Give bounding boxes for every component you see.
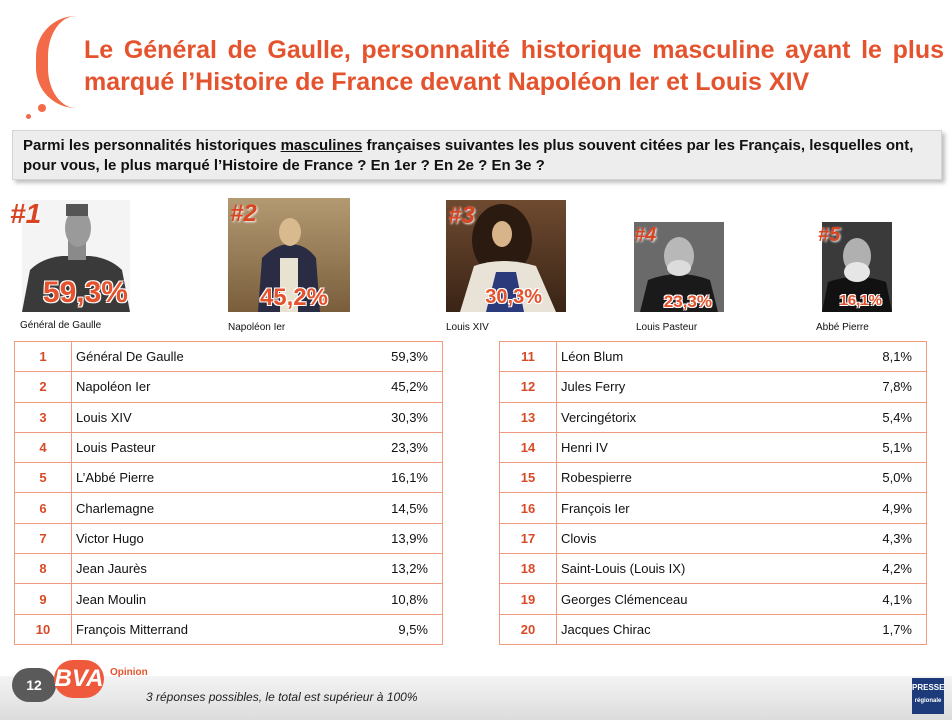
table-row (15, 372, 443, 402)
person-name: Général De Gaulle (72, 342, 329, 372)
rank-label: #1 (10, 198, 42, 229)
podium-item-5 (816, 222, 906, 336)
percentage-value: 14,5% (329, 493, 443, 523)
percentage-value: 16,1% (329, 463, 443, 493)
person-name: L’Abbé Pierre (72, 463, 329, 493)
rank-label: #5 (818, 224, 841, 246)
ranking-table-left (14, 341, 443, 645)
person-name: Henri IV (557, 432, 834, 462)
rank-number: 1 (15, 342, 72, 372)
presse-regionale-logo: PRESSE régionale (912, 678, 944, 714)
decorative-swoosh (36, 16, 86, 108)
bva-logo: BVA (54, 660, 104, 698)
table-row (500, 432, 927, 462)
person-name: François Ier (557, 493, 834, 523)
rank-number: 19 (500, 584, 557, 614)
percentage-value: 4,2% (833, 554, 926, 584)
person-name: Jacques Chirac (557, 614, 834, 644)
percentage-value: 5,1% (833, 432, 926, 462)
footnote: 3 réponses possibles, le total est supérieur à 100% (146, 690, 418, 704)
person-name: Général de Gaulle (20, 320, 102, 331)
percentage-value: 9,5% (329, 614, 443, 644)
percentage-value: 5,0% (833, 463, 926, 493)
table-row (15, 463, 443, 493)
percentage-value: 13,2% (329, 554, 443, 584)
table-row (500, 402, 927, 432)
table-row (500, 584, 927, 614)
rank-number: 3 (15, 402, 72, 432)
percentage-value: 4,3% (833, 523, 926, 553)
question-text-before: Parmi les personnalités historiques (23, 137, 281, 154)
rank-number: 20 (500, 614, 557, 644)
decorative-dot (38, 104, 46, 112)
table-row (15, 614, 443, 644)
question-underlined-word: masculines (280, 137, 363, 154)
percentage-label: 45,2% (259, 284, 328, 311)
table-row (500, 342, 927, 372)
percentage-value: 10,8% (329, 584, 443, 614)
person-name: Jean Jaurès (72, 554, 329, 584)
table-row (15, 342, 443, 372)
percentage-label: 16,1% (839, 292, 882, 309)
person-name: Victor Hugo (72, 523, 329, 553)
rank-label: #4 (634, 224, 657, 246)
rank-number: 10 (15, 614, 72, 644)
person-name: Charlemagne (72, 493, 329, 523)
person-name: Napoléon Ier (72, 372, 329, 402)
person-name: Jules Ferry (557, 372, 834, 402)
person-name: Louis XIV (446, 322, 489, 333)
rank-number: 5 (15, 463, 72, 493)
rank-number: 14 (500, 432, 557, 462)
page-number: 12 (12, 668, 56, 702)
rank-number: 7 (15, 523, 72, 553)
rank-label: #3 (448, 202, 475, 229)
rank-number: 12 (500, 372, 557, 402)
table-row (15, 523, 443, 553)
rank-number: 9 (15, 584, 72, 614)
table-row (500, 463, 927, 493)
person-name: Jean Moulin (72, 584, 329, 614)
person-name: Louis Pasteur (636, 322, 698, 333)
percentage-value: 59,3% (329, 342, 443, 372)
ranking-table-right (499, 341, 927, 645)
rank-number: 11 (500, 342, 557, 372)
rank-number: 8 (15, 554, 72, 584)
table-row (15, 493, 443, 523)
person-name: Robespierre (557, 463, 834, 493)
person-name: Clovis (557, 523, 834, 553)
table-row (15, 402, 443, 432)
podium-item-1 (10, 196, 140, 336)
person-name: François Mitterrand (72, 614, 329, 644)
table-row (15, 432, 443, 462)
percentage-value: 13,9% (329, 523, 443, 553)
percentage-value: 4,9% (833, 493, 926, 523)
person-name: Georges Clémenceau (557, 584, 834, 614)
podium-item-3 (446, 200, 568, 336)
rank-number: 4 (15, 432, 72, 462)
person-name: Léon Blum (557, 342, 834, 372)
person-name: Saint-Louis (Louis IX) (557, 554, 834, 584)
rank-label: #2 (230, 200, 257, 227)
rank-number: 17 (500, 523, 557, 553)
rank-number: 18 (500, 554, 557, 584)
table-row (15, 554, 443, 584)
percentage-value: 45,2% (329, 372, 443, 402)
bva-logo-subtitle: Opinion (110, 667, 148, 678)
person-name: Vercingétorix (557, 402, 834, 432)
table-row (500, 554, 927, 584)
podium-item-4 (634, 222, 730, 336)
percentage-value: 4,1% (833, 584, 926, 614)
question-text-after: françaises suivantes les plus souvent citées par les Français, lesquelles ont, pour vous, le plus marqué l’Histoire de France ? En 1er ? En 2e ? En 3e ? (23, 137, 914, 174)
rank-number: 2 (15, 372, 72, 402)
rank-number: 16 (500, 493, 557, 523)
table-row (500, 523, 927, 553)
percentage-value: 23,3% (329, 432, 443, 462)
rank-number: 15 (500, 463, 557, 493)
person-name: Napoléon Ier (228, 322, 286, 333)
percentage-value: 1,7% (833, 614, 926, 644)
decorative-dot (26, 114, 31, 119)
percentage-value: 30,3% (329, 402, 443, 432)
table-row (500, 372, 927, 402)
percentage-label: 23,3% (663, 292, 712, 311)
page-title: Le Général de Gaulle, personnalité historique masculine ayant le plus marqué l’Histoire de France devant Napoléon Ier et Louis XIV (84, 36, 944, 96)
rank-number: 13 (500, 402, 557, 432)
table-row (15, 584, 443, 614)
survey-question (12, 130, 942, 180)
percentage-value: 8,1% (833, 342, 926, 372)
percentage-value: 7,8% (833, 372, 926, 402)
footer-bar (0, 676, 952, 720)
percentage-value: 5,4% (833, 402, 926, 432)
percentage-label: 30,3% (485, 286, 542, 308)
percentage-label: 59,3% (42, 276, 128, 309)
rank-number: 6 (15, 493, 72, 523)
table-row (500, 614, 927, 644)
person-name: Louis Pasteur (72, 432, 329, 462)
person-name: Abbé Pierre (816, 322, 869, 333)
podium-item-2 (228, 198, 350, 336)
person-name: Louis XIV (72, 402, 329, 432)
table-row (500, 493, 927, 523)
